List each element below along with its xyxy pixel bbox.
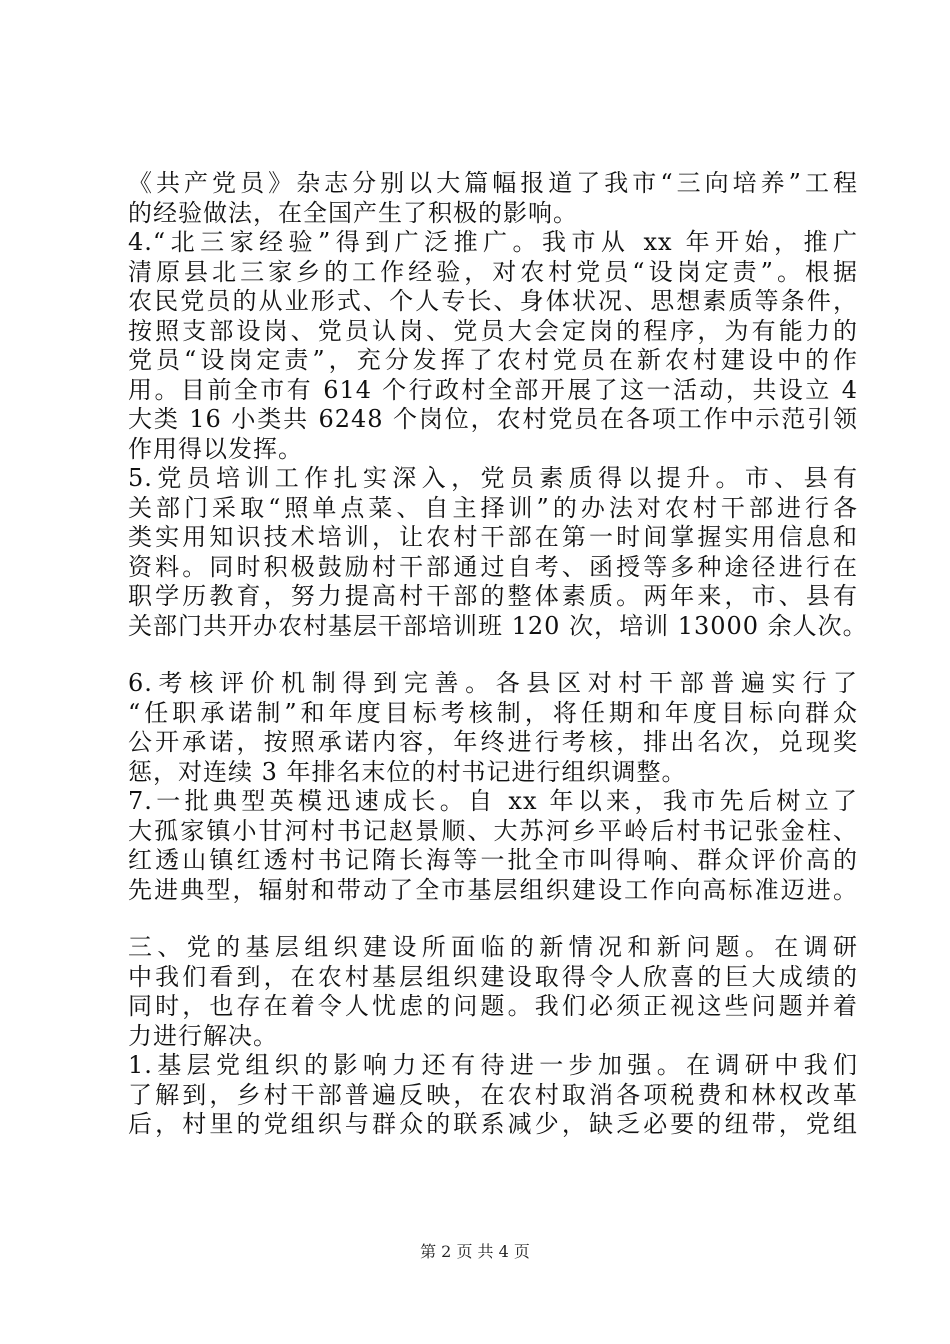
text-line: 同时，也存在着令人忧虑的问题。我们必须正视这些问题并着 [128, 992, 858, 1020]
text-line: “任职承诺制”和年度目标考核制，将任期和年度目标向群众 [128, 698, 858, 727]
document-body [128, 169, 868, 1140]
text-line: 7.一批典型英模迅速成长。自 xx 年以来，我市先后树立了 [128, 787, 858, 815]
text-line: 5.党员培训工作扎实深入，党员素质得以提升。市、县有 [128, 464, 858, 492]
text-line: 1.基层党组织的影响力还有待进一步加强。在调研中我们 [128, 1051, 858, 1079]
text-line: 资料。同时积极鼓励村干部通过自考、函授等多种途径进行在 [128, 552, 858, 581]
paragraph-item-1 [128, 1051, 858, 1140]
text-line: 的经验做法，在全国产生了积极的影响。 [128, 198, 578, 227]
text-line: 大类 16 小类共 6248 个岗位，农村党员在各项工作中示范引领 [128, 405, 858, 433]
text-line: 农民党员的从业形式、个人专长、身体状况、思想素质等条件， [128, 287, 858, 315]
text-line: 先进典型，辐射和带动了全市基层组织建设工作向高标准迈进。 [128, 875, 858, 904]
text-line: 用。目前全市有 614 个行政村全部开展了这一活动，共设立 4 [128, 375, 858, 404]
text-line: 职学历教育，努力提高村干部的整体素质。两年来，市、县有 [128, 582, 858, 610]
paragraph-item-5 [128, 464, 868, 641]
text-line: 清原县北三家乡的工作经验，对农村党员“设岗定责”。根据 [128, 257, 858, 286]
text-line: 力进行解决。 [128, 1021, 278, 1050]
text-line: 大孤家镇小甘河村书记赵景顺、大苏河乡平岭后村书记张金柱、 [128, 816, 858, 845]
section-heading-paragraph [128, 933, 858, 1051]
text-line: 按照支部设岗、党员认岗、党员大会定岗的程序，为有能力的 [128, 316, 858, 345]
text-line: 红透山镇红透村书记隋长海等一批全市叫得响、群众评价高的 [128, 846, 858, 874]
text-line: 《共产党员》杂志分别以大篇幅报道了我市“三向培养”工程 [128, 169, 858, 197]
page-number-footer: 第 2 页 共 4 页 [420, 1242, 530, 1261]
paragraph-gap [128, 641, 858, 669]
text-line: 4.“北三家经验”得到广泛推广。我市从 xx 年开始，推广 [128, 228, 858, 256]
text-line: 公开承诺，按照承诺内容，年终进行考核，排出名次，兑现奖 [128, 728, 858, 756]
text-line: 了解到，乡村干部普遍反映，在农村取消各项税费和林权改革 [128, 1080, 858, 1109]
text-line: 惩，对连续 3 年排名末位的村书记进行组织调整。 [128, 757, 687, 786]
text-line: 类实用知识技术培训，让农村干部在第一时间掌握实用信息和 [128, 523, 858, 551]
paragraph-item-6 [128, 669, 858, 787]
text-line: 关部门共开办农村基层干部培训班 120 次，培训 13000 余人次。 [128, 611, 868, 640]
text-line: 中我们看到，在农村基层组织建设取得令人欣喜的巨大成绩的 [128, 962, 858, 991]
text-line: 党员“设岗定责”，充分发挥了农村党员在新农村建设中的作 [128, 346, 858, 374]
text-line: 三、党的基层组织建设所面临的新情况和新问题。在调研 [128, 933, 858, 961]
text-line: 关部门采取“照单点菜、自主择训”的办法对农村干部进行各 [128, 493, 858, 522]
paragraph-continuation [128, 169, 858, 228]
text-line: 作用得以发挥。 [128, 434, 303, 463]
paragraph-item-4 [128, 228, 858, 464]
paragraph-gap [128, 905, 858, 933]
text-line: 6.考核评价机制得到完善。各县区对村干部普遍实行了 [128, 669, 858, 697]
text-line: 后，村里的党组织与群众的联系减少，缺乏必要的纽带，党组 [128, 1110, 858, 1138]
paragraph-item-7 [128, 787, 858, 905]
